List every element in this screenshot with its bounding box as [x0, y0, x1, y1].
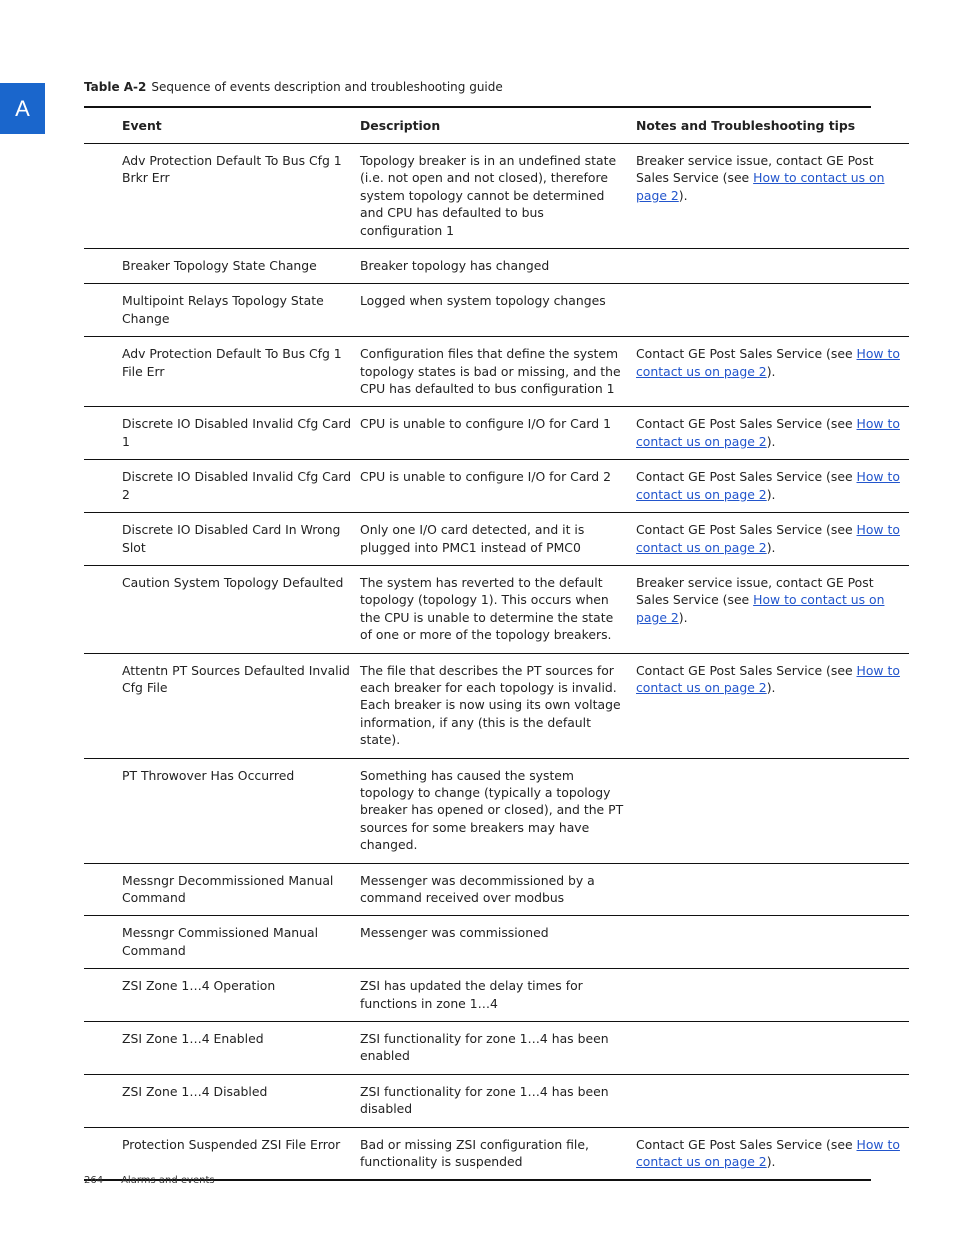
- event-cell: Protection Suspended ZSI File Error: [122, 1136, 341, 1152]
- contact-link[interactable]: How to contact us on page 2: [636, 170, 885, 203]
- table-body: [84, 144, 909, 1180]
- description-cell: CPU is unable to configure I/O for Card 1: [360, 416, 611, 432]
- table-row: [84, 284, 909, 337]
- notes-cell: [636, 969, 909, 1022]
- table-row: [84, 969, 909, 1022]
- notes-text-end: ).: [766, 539, 776, 555]
- notes-text-end: ).: [766, 486, 776, 502]
- column-header-description: Description: [360, 117, 441, 133]
- table-row: [84, 863, 909, 916]
- contact-link[interactable]: How to contact us on page 2: [636, 346, 900, 379]
- notes-text-end: ).: [678, 609, 688, 625]
- notes-text: Breaker service issue, contact GE Post Sales Service (see: [636, 574, 874, 608]
- notes-cell: [636, 758, 909, 863]
- description-cell: Messenger was commissioned: [360, 925, 549, 941]
- table-caption-text: Sequence of events description and troubleshooting guide: [151, 80, 503, 94]
- notes-cell: [636, 513, 909, 566]
- notes-text: Contact GE Post Sales Service (see: [636, 1136, 857, 1152]
- contact-link[interactable]: How to contact us on page 2: [636, 522, 900, 555]
- page-footer: [84, 1175, 215, 1186]
- event-cell: Adv Protection Default To Bus Cfg 1 File Err: [122, 346, 342, 379]
- notes-cell: [636, 337, 909, 407]
- table-row: [84, 653, 909, 758]
- notes-text-end: ).: [678, 187, 688, 203]
- table-row: [84, 1127, 909, 1179]
- description-cell: Topology breaker is in an undefined state (i.e. not open and not closed), therefore system topology cannot be determined and CPU has defaulted to bus configuration 1: [360, 153, 617, 238]
- notes-text-end: ).: [766, 679, 776, 695]
- table-row: [84, 916, 909, 969]
- table-row: [84, 460, 909, 513]
- description-cell: Logged when system topology changes: [360, 293, 606, 309]
- notes-cell: [636, 863, 909, 916]
- notes-text: Contact GE Post Sales Service (see: [636, 346, 857, 362]
- notes-cell: [636, 653, 909, 758]
- notes-text: Contact GE Post Sales Service (see: [636, 662, 857, 678]
- description-cell: Bad or missing ZSI configuration file, functionality is suspended: [360, 1136, 589, 1170]
- page-number: 264: [84, 1175, 104, 1186]
- table-row: [84, 565, 909, 653]
- table-row: [84, 337, 909, 407]
- table-row: [84, 758, 909, 863]
- table-row: [84, 1022, 909, 1075]
- events-table: [84, 108, 909, 1179]
- event-cell: Messngr Decommissioned Manual Command: [122, 872, 334, 905]
- event-cell: ZSI Zone 1…4 Operation: [122, 978, 276, 994]
- description-cell: The file that describes the PT sources for each breaker for each topology is invalid. Each breaker is now using its own voltage information, if any (this is the default state).: [360, 662, 621, 748]
- notes-cell: [636, 1022, 909, 1075]
- notes-text-end: ).: [766, 363, 776, 379]
- events-table-container: [84, 106, 900, 1181]
- notes-text-end: ).: [766, 433, 776, 449]
- event-cell: Discrete IO Disabled Invalid Cfg Card 1: [122, 416, 352, 449]
- event-cell: Discrete IO Disabled Card In Wrong Slot: [122, 522, 341, 555]
- description-cell: Messenger was decommissioned by a command received over modbus: [360, 872, 595, 905]
- notes-text: Contact GE Post Sales Service (see: [636, 416, 857, 432]
- section-tab-marker: A: [0, 83, 45, 134]
- event-cell: Messngr Commissioned Manual Command: [122, 925, 319, 958]
- notes-cell: [636, 407, 909, 460]
- event-cell: Adv Protection Default To Bus Cfg 1 Brkr Err: [122, 153, 342, 186]
- event-cell: ZSI Zone 1…4 Enabled: [122, 1031, 264, 1047]
- description-cell: Something has caused the system topology to change (typically a topology breaker has opened or closed), and the PT sources for some breakers may have changed.: [360, 767, 624, 853]
- notes-cell: [636, 284, 909, 337]
- event-cell: Caution System Topology Defaulted: [122, 574, 344, 590]
- table-row: [84, 407, 909, 460]
- column-header-event: Event: [122, 117, 162, 133]
- contact-link[interactable]: How to contact us on page 2: [636, 1136, 900, 1170]
- table-caption: [84, 80, 503, 94]
- event-cell: Multipoint Relays Topology State Change: [122, 293, 324, 326]
- column-header-notes: Notes and Troubleshooting tips: [636, 117, 856, 133]
- contact-link[interactable]: How to contact us on page 2: [636, 416, 900, 449]
- description-cell: Only one I/O card detected, and it is plugged into PMC1 instead of PMC0: [360, 522, 585, 555]
- notes-text: Breaker service issue, contact GE Post Sales Service (see: [636, 153, 874, 186]
- event-cell: Discrete IO Disabled Invalid Cfg Card 2: [122, 469, 352, 502]
- contact-link[interactable]: How to contact us on page 2: [636, 662, 900, 695]
- notes-text: Contact GE Post Sales Service (see: [636, 469, 857, 485]
- table-caption-label: Table A-2: [84, 80, 147, 94]
- description-cell: ZSI functionality for zone 1…4 has been disabled: [360, 1083, 609, 1117]
- description-cell: ZSI functionality for zone 1…4 has been enabled: [360, 1031, 609, 1064]
- notes-text-end: ).: [766, 1154, 776, 1170]
- notes-cell: [636, 916, 909, 969]
- table-row: [84, 1074, 909, 1127]
- contact-link[interactable]: How to contact us on page 2: [636, 592, 885, 625]
- notes-cell: [636, 144, 909, 249]
- description-cell: Breaker topology has changed: [360, 258, 550, 274]
- notes-cell: [636, 460, 909, 513]
- description-cell: CPU is unable to configure I/O for Card 2: [360, 469, 611, 485]
- footer-section-title: Alarms and events: [121, 1175, 215, 1186]
- description-cell: The system has reverted to the default topology (topology 1). This occurs when the CPU is unable to determine the state of one or more of the topology breakers.: [360, 574, 614, 643]
- table-row: [84, 513, 909, 566]
- notes-text: Contact GE Post Sales Service (see: [636, 522, 857, 538]
- table-row: [84, 144, 909, 249]
- notes-cell: [636, 565, 909, 653]
- description-cell: Configuration files that define the system topology states is bad or missing, and the CPU has defaulted to bus configuration 1: [360, 346, 621, 397]
- notes-cell: [636, 1127, 909, 1179]
- table-row: [84, 249, 909, 284]
- table-header-row: [84, 108, 909, 144]
- event-cell: Breaker Topology State Change: [122, 258, 317, 274]
- description-cell: ZSI has updated the delay times for functions in zone 1…4: [360, 978, 583, 1011]
- contact-link[interactable]: How to contact us on page 2: [636, 469, 900, 502]
- event-cell: PT Throwover Has Occurred: [122, 767, 295, 783]
- event-cell: Attentn PT Sources Defaulted Invalid Cfg File: [122, 662, 350, 695]
- notes-cell: [636, 249, 909, 284]
- notes-cell: [636, 1074, 909, 1127]
- event-cell: ZSI Zone 1…4 Disabled: [122, 1083, 268, 1099]
